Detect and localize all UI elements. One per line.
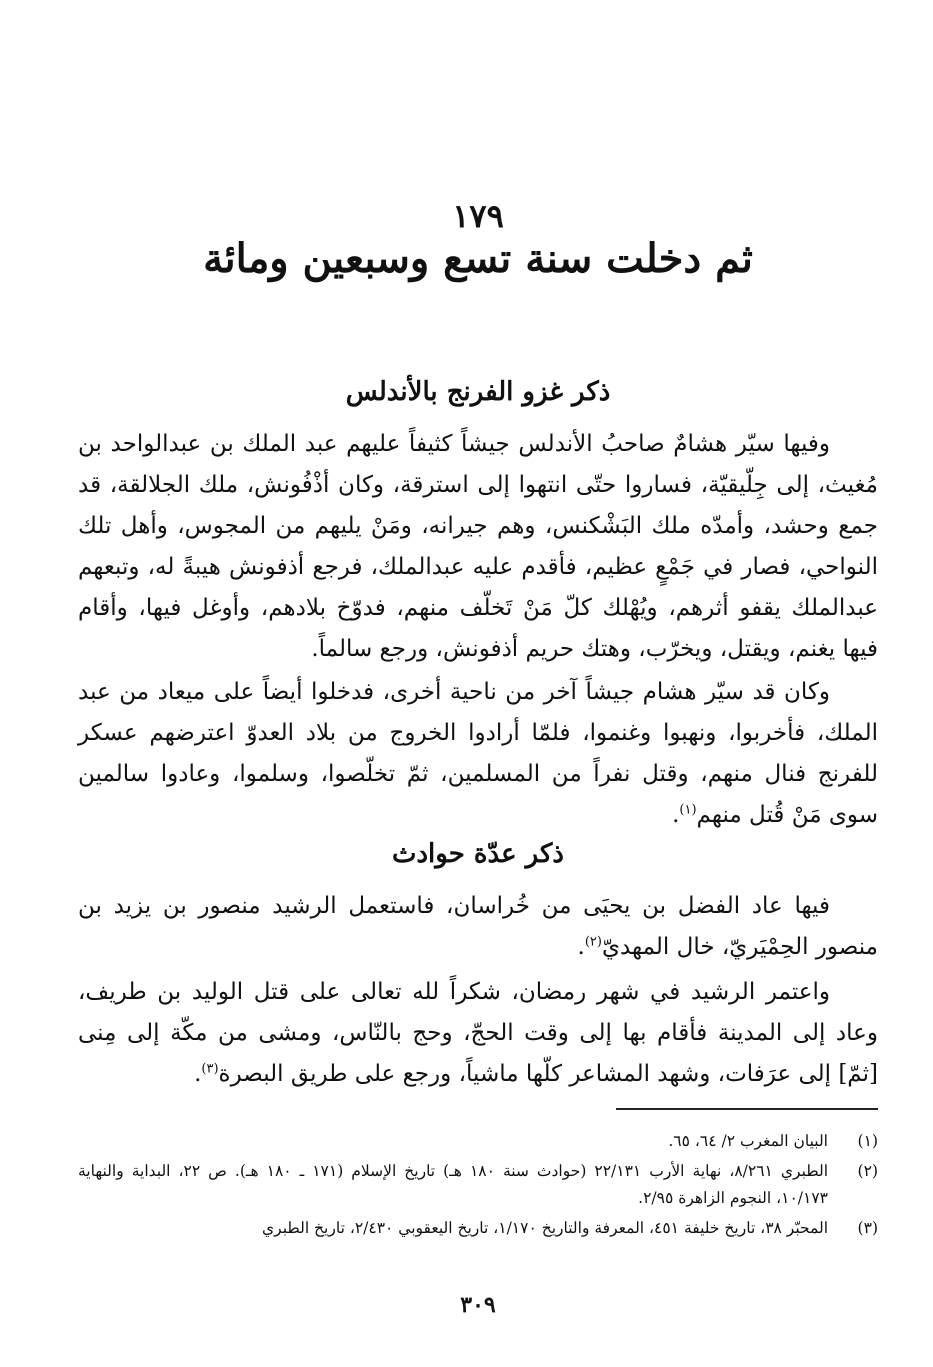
paragraph-tail: . [577,934,585,960]
footnote-ref-2: (٢) [584,934,602,950]
paragraph-text: فيها عاد الفضل بن يحيَى من خُراسان، فاستعمل الرشيد منصور بن يزيد بن منصور الحِمْيَريّ، خال المهديّ [78,893,878,960]
paragraph-events-1 [78,886,878,968]
footnote-3 [78,1215,878,1242]
book-page [78,0,878,1367]
paragraph-text: وفيها سيّر هشامٌ صاحبُ الأندلس جيشاً كثيفاً عليهم عبد الملك بن عبدالواحد بن مُغيث، إلى جِلّيقيّة، فساروا حتّى انتهوا إلى استرقة، وكان أذْفُونش، ملك الجلالقة، قد جمع وحشد، وأمدّه ملك البَشْكنس، وهم جيرانه، ومَنْ يليهم من المجوس، وأهل تلك النواحي، فصار في جَمْعٍ عظيم، فأقدم عليه عبدالملك، فرجع أذفونش هيبةً له، وتبعهم عبدالملك يقفو أثرهم، ويُهْلك كلّ مَنْ تَخلّف منهم، فدوّخ بلادهم، وأوغل فيها، وأقام فيها يغنم، ويقتل، ويخرّب، وهتك حريم أذفونش، ورجع سالماً. [78,431,878,662]
footnote-ref-3: (٣) [201,1061,219,1077]
footnote-text: المحبّر ٣٨، تاريخ خليفة ٤٥١، المعرفة والتاريخ ١/١٧٠، تاريخ اليعقوبي ٢/٤٣٠، تاريخ الطبري [262,1219,828,1237]
footnote-2 [78,1158,878,1212]
year-number: ١٧٩ [452,197,504,235]
footnote-divider [616,1108,878,1110]
paragraph-events-2 [78,972,878,1095]
paragraph-text: وكان قد سيّر هشام جيشاً آخر من ناحية أخرى، فدخلوا أيضاً على ميعاد من عبد الملك، فأخربوا، ونهبوا وغنموا، فلمّا أرادوا الخروج من بلاد العدوّ اعترضهم عسكر للفرنج فنال منهم، وقتل نفراً من المسلمين، ثمّ تخلّصوا، وسلموا، وعادوا سالمين سوى مَنْ قُتل منهم [78,679,878,828]
footnote-1 [78,1128,878,1155]
footnote-number: (٣) [857,1219,878,1237]
footnote-number: (١) [857,1132,878,1150]
section-heading-franks-raid: ذكر غزو الفرنج بالأندلس [345,377,611,407]
paragraph-tail: . [672,802,680,828]
footnote-ref-1: (١) [679,802,697,818]
footnote-text: الطبري ٨/٢٦١، نهاية الأرب ٢٢/١٣١ (حوادث سنة ١٨٠ هـ) تاريخ الإسلام (١٧١ ـ ١٨٠ هـ). ص ٢٢، البداية والنهاية ١٠/١٧٣، النجوم الزاهرة ٢/٩٥. [78,1162,828,1207]
footnotes [78,1128,878,1245]
paragraph-franks-1 [78,424,878,670]
paragraph-tail: . [194,1061,202,1087]
page-number: ٣٠٩ [460,1292,496,1318]
footnote-text: البيان المغرب ٢/ ٦٤، ٦٥. [668,1132,828,1150]
paragraph-franks-2 [78,672,878,836]
paragraph-text: واعتمر الرشيد في شهر رمضان، شكراً لله تعالى على قتل الوليد بن طريف، وعاد إلى المدينة فأقام بها إلى وقت الحجّ، وحج بالنّاس، ومشى من مكّة إلى مِنى [ثمّ] إلى عرَفات، وشهد المشاعر كلّها ماشياً، ورجع على طريق البصرة [78,979,878,1087]
chapter-title: ثم دخلت سنة تسع وسبعين ومائة [203,235,753,282]
section-heading-events: ذكر عدّة حوادث [392,839,564,869]
footnote-number: (٢) [857,1162,878,1180]
